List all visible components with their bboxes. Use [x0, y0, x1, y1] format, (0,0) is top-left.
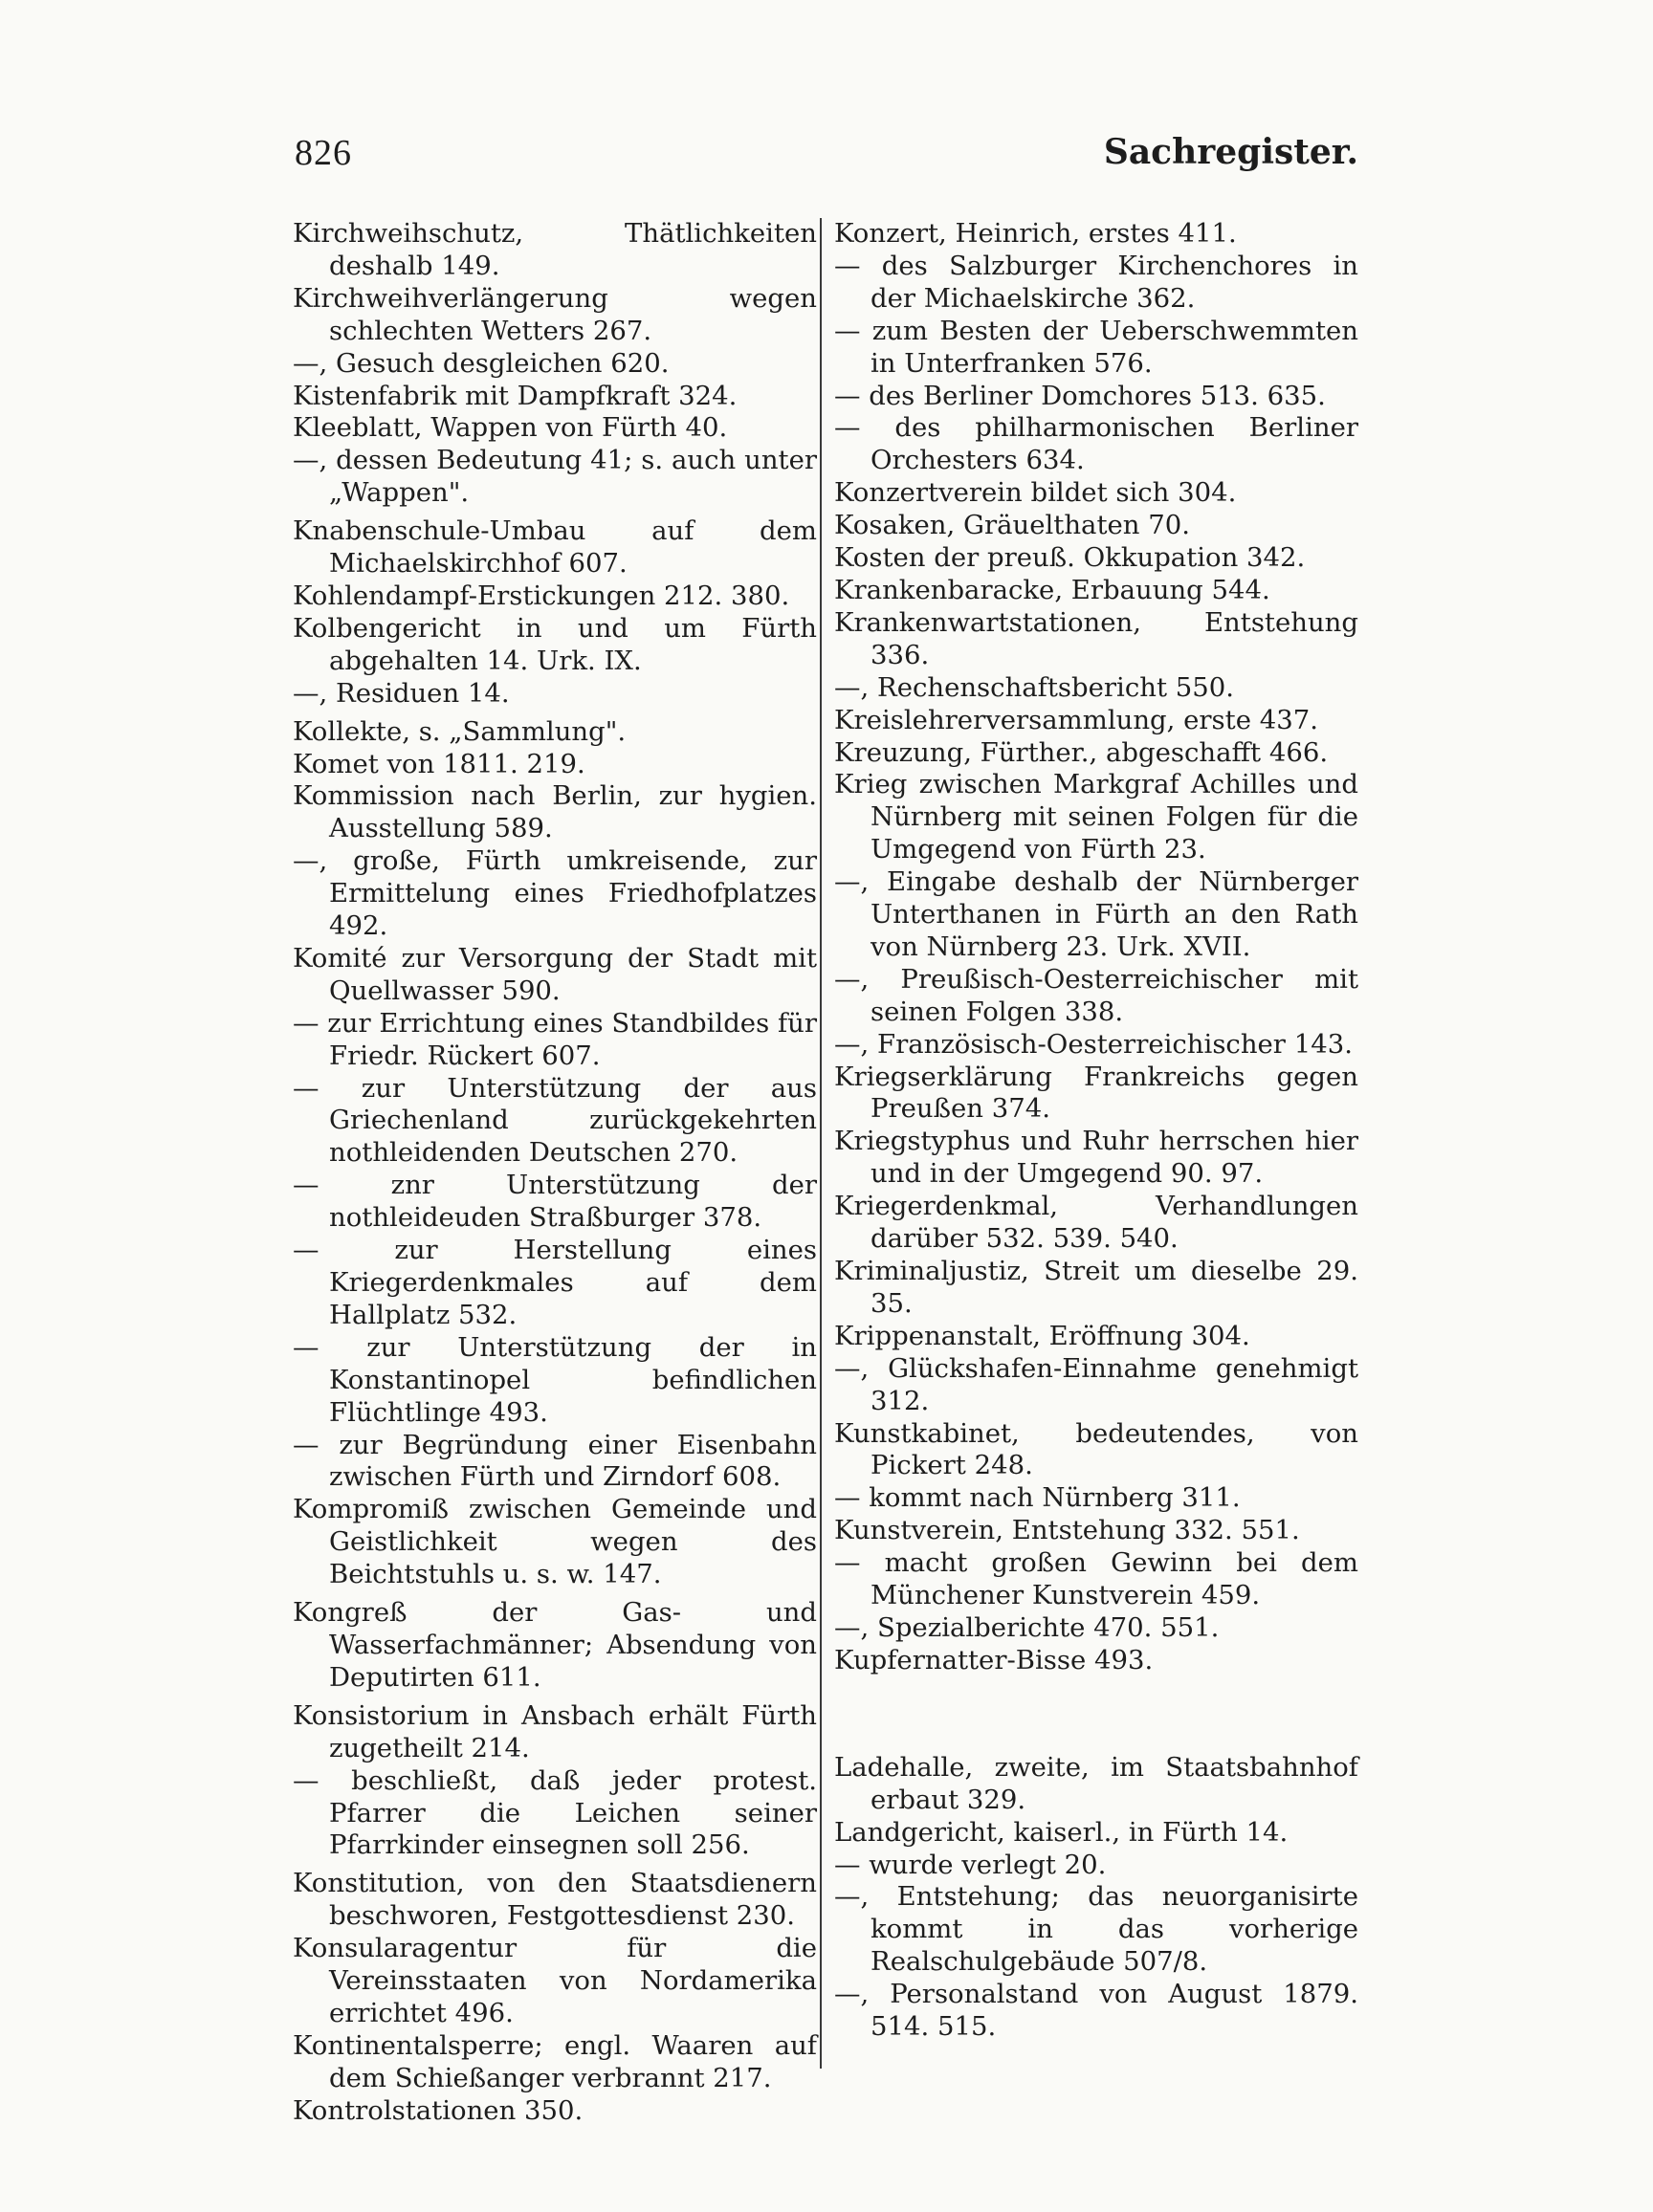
index-entry: —, dessen Bedeutung 41; s. auch unter „Wappen".: [293, 445, 817, 509]
column-divider: [820, 218, 822, 2069]
index-entry: — zur Begründung einer Eisenbahn zwischen Fürth und Zirndorf 608.: [293, 1429, 817, 1493]
index-entry: — des Salzburger Kirchenchores in der Michaelskirche 362.: [834, 250, 1358, 314]
index-entry: —, große, Fürth umkreisende, zur Ermittelung eines Friedhofplatzes 492.: [293, 845, 817, 942]
index-entry: Konsularagentur für die Vereinsstaaten von Nordamerika errichtet 496.: [293, 1933, 817, 2028]
index-entry: Kleeblatt, Wappen von Fürth 40.: [293, 412, 728, 444]
index-entry: — zur Herstellung eines Kriegerdenkmales auf dem Hallplatz 532.: [293, 1235, 817, 1330]
index-entry: Kosten der preuß. Okkupation 342.: [834, 542, 1306, 574]
index-entry: Komet von 1811. 219.: [293, 748, 585, 779]
index-entry: Kriegserklärung Frankreichs gegen Preußen 374.: [834, 1061, 1358, 1125]
running-title: Sachregister.: [1103, 132, 1358, 172]
index-entry: Kriminaljustiz, Streit um dieselbe 29. 35.: [834, 1256, 1358, 1319]
index-entry: Kunstverein, Entstehung 332. 551.: [834, 1515, 1300, 1546]
index-entry: —, Preußisch-Oesterreichischer mit seinen Folgen 338.: [834, 963, 1358, 1027]
index-entry: —, Glückshafen-Einnahme genehmigt 312.: [834, 1352, 1358, 1416]
index-entry: Landgericht, kaiserl., in Fürth 14.: [834, 1816, 1289, 1848]
index-entry: Kistenfabrik mit Dampfkraft 324.: [293, 380, 738, 411]
index-entry: Kontrolstationen 350.: [293, 2094, 584, 2126]
index-entry: Konzert, Heinrich, erstes 411.: [834, 218, 1237, 249]
index-entry: —, Französisch-Oesterreichischer 143.: [834, 1028, 1353, 1060]
index-entry: — zum Besten der Ueberschwemmten in Unterfranken 576.: [834, 315, 1358, 379]
index-entry: Kolbengericht in und um Fürth abgehalten 14. Urk. IX.: [293, 612, 817, 676]
page-number: 826: [295, 133, 352, 173]
index-entry: Krankenbaracke, Erbauung 544.: [834, 574, 1270, 605]
index-entry: Kongreß der Gas- und Wasserfachmänner; Absendung von Deputirten 611.: [293, 1597, 817, 1693]
index-entry: — macht großen Gewinn bei dem Münchener Kunstverein 459.: [834, 1547, 1358, 1611]
index-entry: —, Personalstand von August 1879. 514. 515.: [834, 1979, 1358, 2043]
index-entry: Kommission nach Berlin, zur hygien. Ausstellung 589.: [293, 780, 817, 844]
index-entry: —, Eingabe deshalb der Nürnberger Unterthanen in Fürth an den Rath von Nürnberg 23. Urk. XVII.: [834, 866, 1358, 962]
index-entry: — zur Errichtung eines Standbildes für Friedr. Rückert 607.: [293, 1007, 817, 1071]
index-column-right: [834, 218, 1358, 2044]
index-entry: Krieg zwischen Markgraf Achilles und Nürnberg mit seinen Folgen für die Umgegend von Fürth 23.: [834, 769, 1358, 865]
index-entry: Kupfernatter-Bisse 493.: [834, 1644, 1154, 1675]
index-entry: Ladehalle, zweite, im Staatsbahnhof erbaut 329.: [834, 1751, 1358, 1815]
index-entry: Kriegstyphus und Ruhr herrschen hier und in der Umgegend 90. 97.: [834, 1126, 1358, 1190]
index-entry: Kreuzung, Fürther., abgeschafft 466.: [834, 736, 1329, 768]
index-entry: — wurde verlegt 20.: [834, 1849, 1107, 1880]
index-entry: Knabenschule-Umbau auf dem Michaelskirchhof 607.: [293, 515, 817, 580]
index-entry: —, Residuen 14.: [293, 677, 510, 709]
index-entry: — kommt nach Nürnberg 311.: [834, 1482, 1241, 1514]
index-entry: Komité zur Versorgung der Stadt mit Quellwasser 590.: [293, 942, 817, 1006]
index-entry: Kollekte, s. „Sammlung".: [293, 715, 627, 747]
index-entry: Kirchweihschutz, Thätlichkeiten deshalb 149.: [293, 218, 817, 281]
index-entry: — znr Unterstützung der nothleideuden Straßburger 378.: [293, 1170, 817, 1234]
page-header: [295, 132, 1358, 189]
index-entry: Konsistorium in Ansbach erhält Fürth zugetheilt 214.: [293, 1699, 817, 1763]
index-entry: Konzertverein bildet sich 304.: [834, 477, 1237, 509]
index-entry: —, Entstehung; das neuorganisirte kommt in das vorherige Realschulgebäude 507/8.: [834, 1881, 1358, 1978]
index-column-left: [293, 218, 817, 2128]
index-entry: Kunstkabinet, bedeutendes, von Pickert 248.: [834, 1417, 1358, 1481]
index-entry: Krippenanstalt, Eröffnung 304.: [834, 1320, 1250, 1351]
index-entry: Kompromiß zwischen Gemeinde und Geistlichkeit wegen des Beichtstuhls u. s. w. 147.: [293, 1494, 817, 1590]
index-entry: —, Rechenschaftsbericht 550.: [834, 671, 1234, 703]
index-entry: Konstitution, von den Staatsdienern beschworen, Festgottesdienst 230.: [293, 1868, 817, 1932]
index-entry: Krankenwartstationen, Entstehung 336.: [834, 606, 1358, 670]
index-entry: — des philharmonischen Berliner Orchesters 634.: [834, 412, 1358, 476]
index-entry: Kreislehrerversammlung, erste 437.: [834, 704, 1318, 735]
index-entry: — zur Unterstützung der in Konstantinopel befindlichen Flüchtlinge 493.: [293, 1331, 817, 1428]
index-entry: —, Spezialberichte 470. 551.: [834, 1611, 1220, 1643]
index-entry: — zur Unterstützung der aus Griechenland zurückgekehrten nothleidenden Deutschen 270.: [293, 1072, 817, 1169]
index-entry: —, Gesuch desgleichen 620.: [293, 347, 670, 379]
index-entry: Kohlendampf-Erstickungen 212. 380.: [293, 580, 790, 611]
index-entry: Kosaken, Gräuelthaten 70.: [834, 510, 1190, 541]
index-entry: Kontinentalsperre; engl. Waaren auf dem Schießanger verbrannt 217.: [293, 2029, 817, 2093]
index-entry: Kriegerdenkmal, Verhandlungen darüber 532. 539. 540.: [834, 1191, 1358, 1255]
index-entry: — beschließt, daß jeder protest. Pfarrer die Leichen seiner Pfarrkinder einsegnen soll 256.: [293, 1764, 817, 1861]
index-entry: Kirchweihverlängerung wegen schlechten Wetters 267.: [293, 282, 817, 346]
index-entry: — des Berliner Domchores 513. 635.: [834, 380, 1326, 411]
